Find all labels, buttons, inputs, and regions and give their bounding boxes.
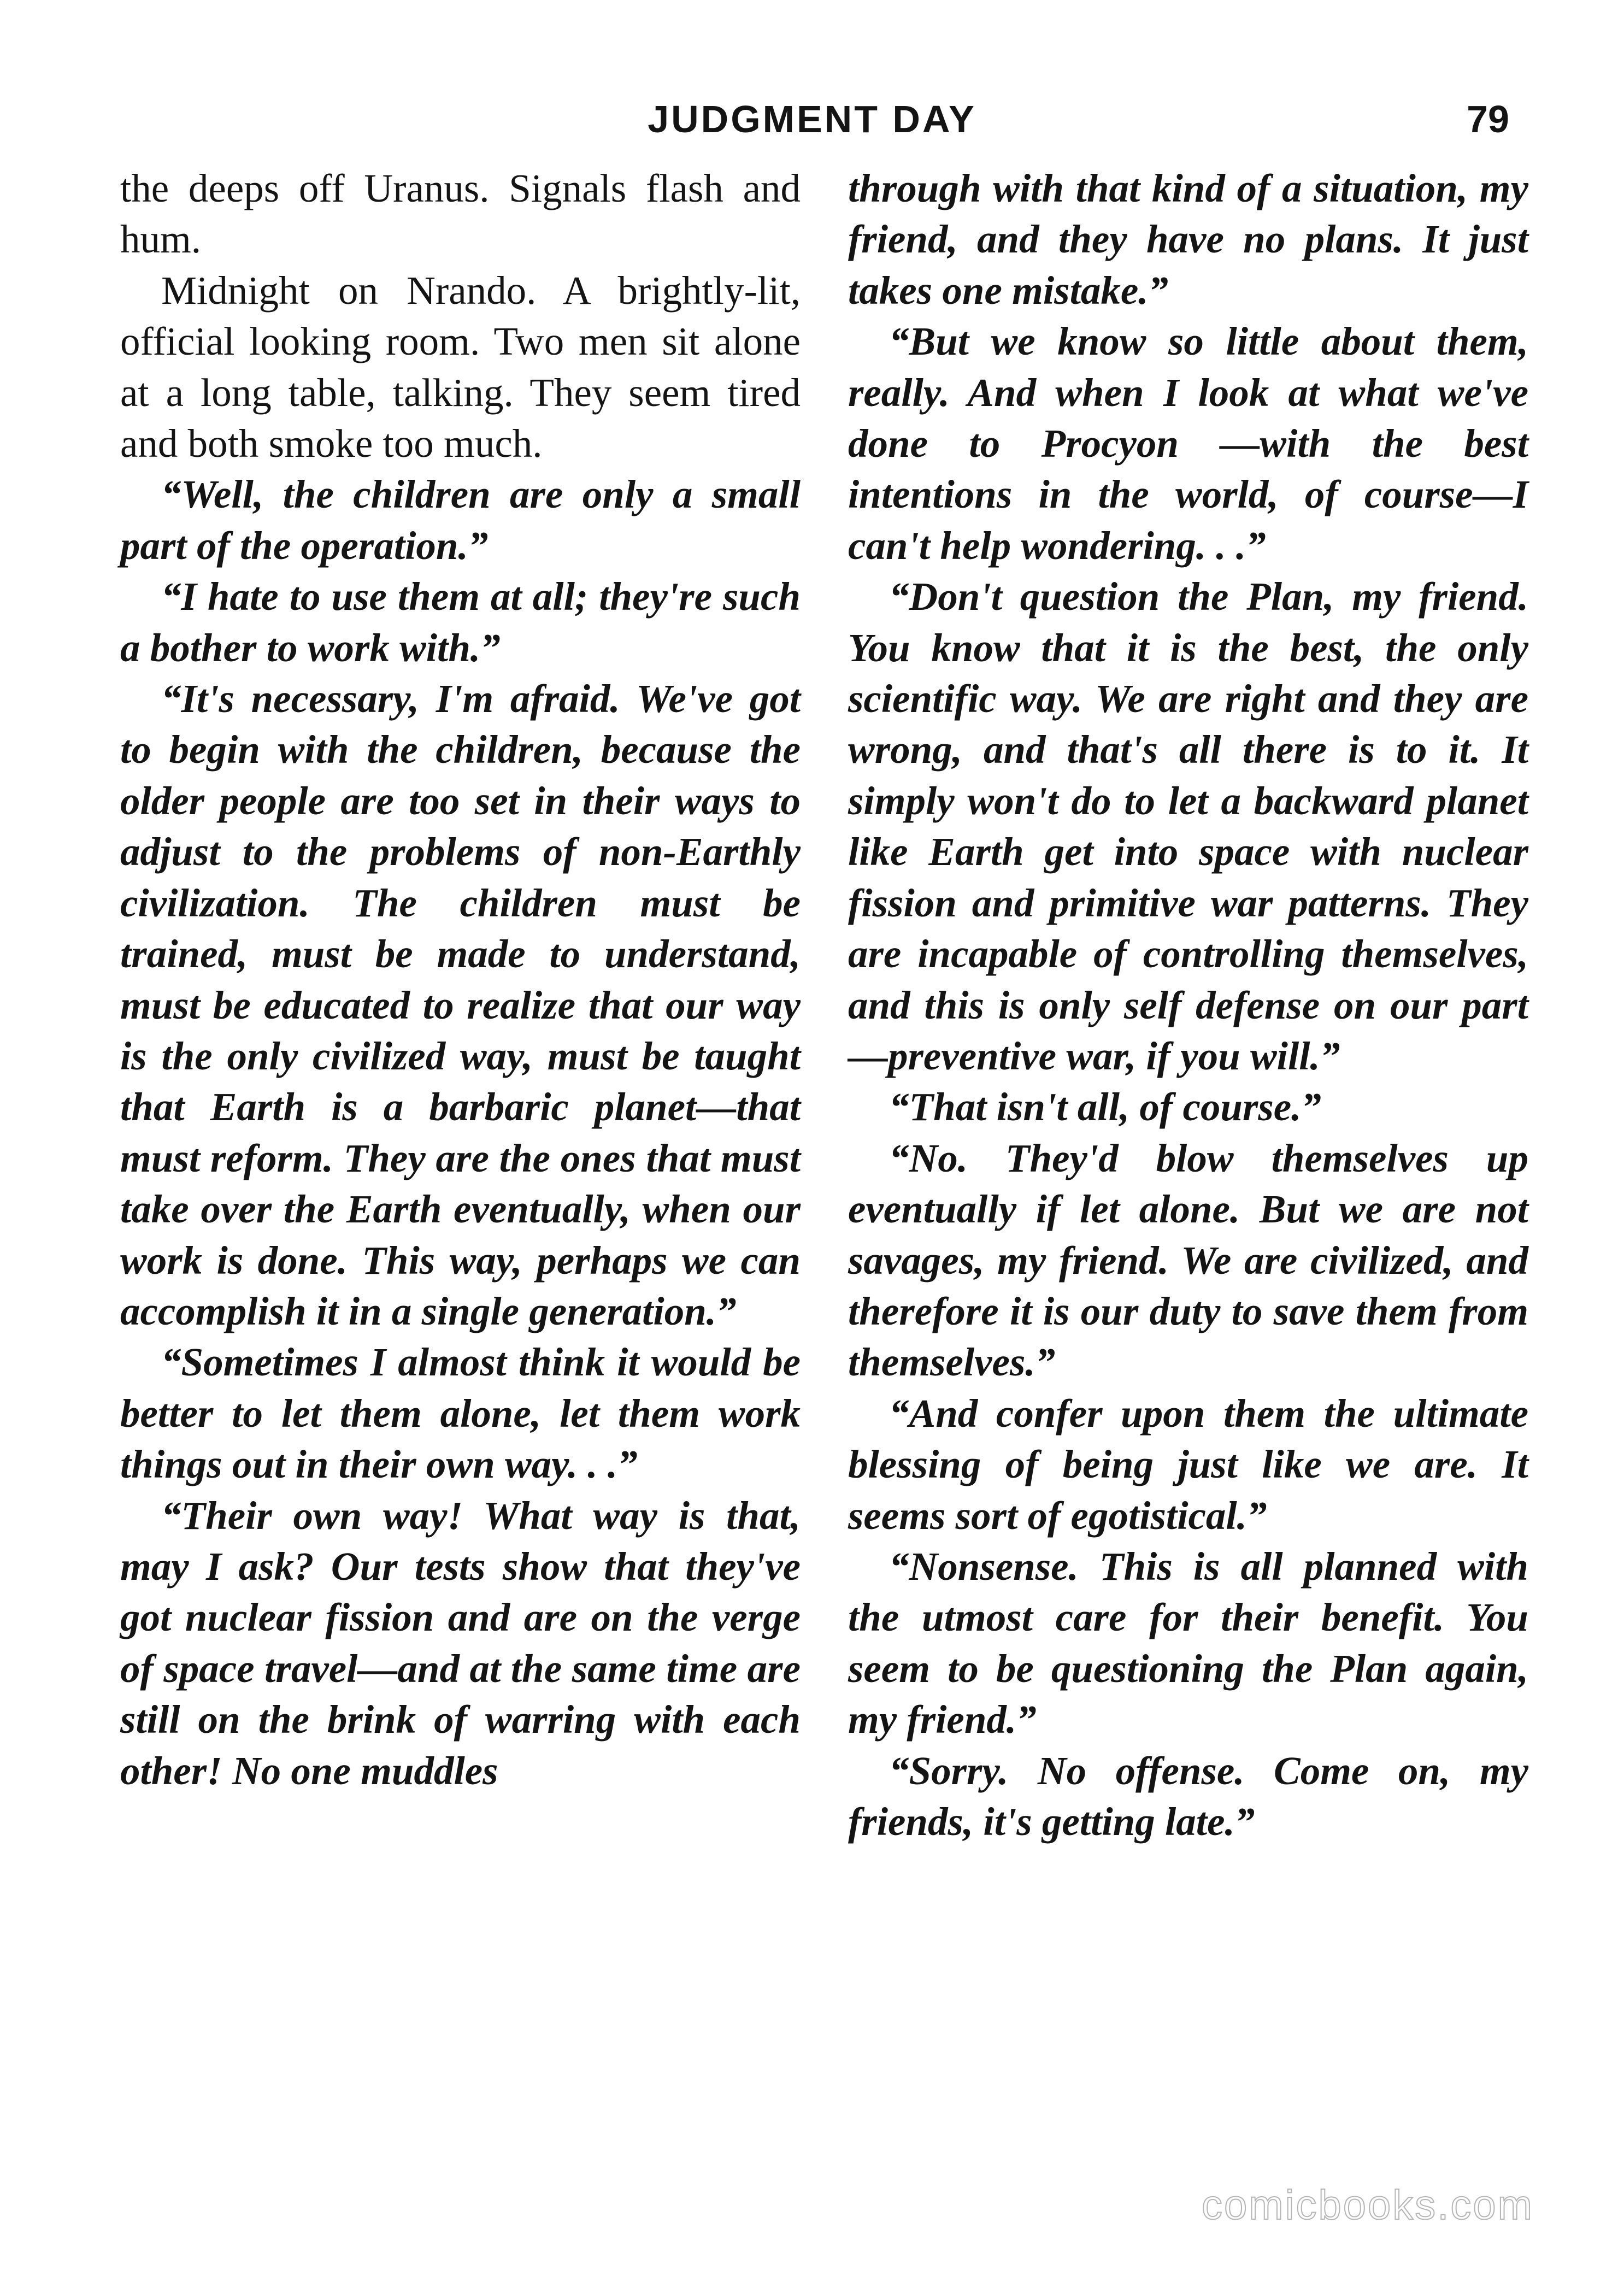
left-column xyxy=(120,163,801,2185)
watermark: comicbooks.com xyxy=(1202,2182,1534,2228)
paragraph: Midnight on Nrando. A brightly-lit, official looking room. Two men sit alone at a long table, talking. They seem tired and both smoke too much. xyxy=(120,268,801,466)
paragraph: “And confer upon them the ultimate blessing of being just like we are. It seems sort of egotistical.” xyxy=(848,1391,1528,1538)
paragraph: “Nonsense. This is all planned with the utmost care for their benefit. You seem to be questioning the Plan again, my friend.” xyxy=(848,1544,1528,1742)
paragraph: “I hate to use them at all; they're such a bother to work with.” xyxy=(120,574,801,670)
paragraph: through with that kind of a situation, my friend, and they have no plans. It just takes one mistake.” xyxy=(848,166,1528,313)
paragraph: “That isn't all, of course.” xyxy=(889,1085,1321,1130)
page-header xyxy=(115,97,1509,157)
paragraph: the deeps off Uranus. Signals flash and hum. xyxy=(120,166,801,262)
paragraph: “Sometimes I almost think it would be better to let them alone, let them work things out in their own way. . .” xyxy=(120,1340,801,1487)
paragraph: “But we know so little about them, really. And when I look at what we've done to Procyon —with the best intentions in the world, of course—I can't help wondering. . .” xyxy=(848,319,1528,568)
paragraph: “Don't question the Plan, my friend. You know that it is the best, the only scientific way. We are right and they are wrong, and that's all there is to it. It simply won't do to let a backward planet like Earth get into space with nuclear fission and primitive war patterns. They are incapable of controlling themselves, and this is only self defense on our part—preventive war, if you will.” xyxy=(848,574,1528,1078)
paragraph: “Their own way! What way is that, may I ask? Our tests show that they've got nuclear fission and are on the verge of space travel—and at the same time are still on the brink of warring with each other! No one muddles xyxy=(120,1493,801,1793)
page-number: 79 xyxy=(1467,98,1509,140)
paragraph: “It's necessary, I'm afraid. We've got to begin with the children, because the older people are too set in their ways to adjust to the problems of non-Earthly civilization. The children must be trained, must be made to understand, must be educated to realize that our way is the only civilized way, must be taught that Earth is a barbaric planet—that must reform. They are the ones that must take over the Earth eventually, when our work is done. This way, perhaps we can accomplish it in a single generation.” xyxy=(120,677,801,1333)
paragraph: “No. They'd blow themselves up eventually if let alone. But we are not savages, my friend. We are civilized, and therefore it is our duty to save them from themselves.” xyxy=(848,1136,1528,1385)
right-column xyxy=(848,163,1528,2185)
paragraph: “Well, the children are only a small part of the operation.” xyxy=(120,472,801,568)
paragraph: “Sorry. No offense. Come on, my friends, it's getting late.” xyxy=(848,1748,1528,1844)
running-title: JUDGMENT DAY xyxy=(648,98,976,140)
